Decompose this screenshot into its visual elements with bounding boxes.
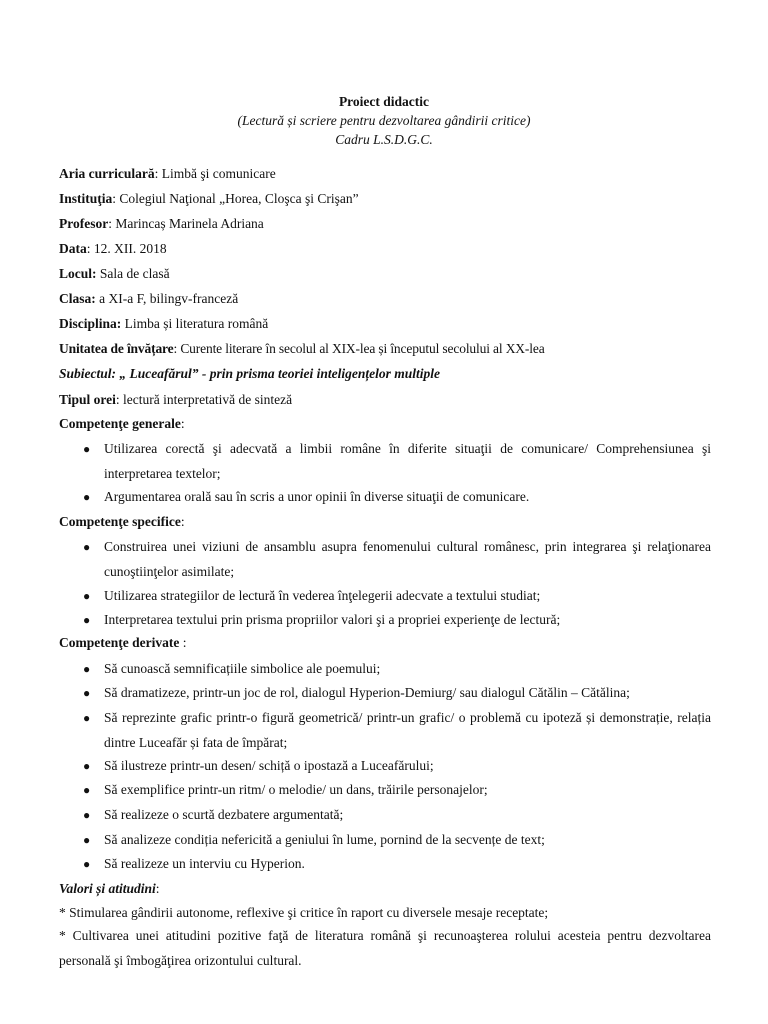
field-value: Sala de clasă [96, 266, 170, 281]
bullet-icon: ● [83, 613, 91, 627]
heading-suffix: : [180, 514, 185, 529]
values-item-text: * Cultivarea unei atitudini pozitive faţă de literatura română şi recunoaşterea rolului acesteia pentru dezvoltarea personală şi îmbogăţirea orizontului cultural. [59, 928, 711, 968]
list-item-text: Interpretarea textului prin prisma propriilor valori şi a propriei experienţe de lectură; [104, 612, 561, 627]
list-item [83, 828, 711, 853]
list-item-text: Utilizarea corectă şi adecvată a limbii române în diferite situaţii de comunicare/ Comprehensiunea şi interpretarea textelor; [104, 441, 711, 481]
list-item [83, 608, 711, 633]
values-item-text: * Stimularea gândirii autonome, reflexive şi critice în raport cu diversele mesaje receptate; [59, 905, 549, 920]
field-value: : lectură interpretativă de sinteză [115, 392, 293, 407]
bullet-icon: ● [83, 711, 91, 725]
document-header [0, 92, 768, 149]
list-item [83, 535, 711, 584]
field-value: : Limbă şi comunicare [154, 166, 276, 181]
field-locul [59, 265, 170, 283]
field-label: Tipul orei [59, 392, 116, 407]
field-disciplina [59, 315, 268, 333]
heading-suffix: : [180, 416, 185, 431]
document-title: Proiect didactic [338, 94, 430, 109]
subject-text: Subiectul: „ Luceafărul” - prin prisma teoriei inteligențelor multiple [59, 366, 441, 381]
field-clasa [59, 290, 238, 308]
specific-competences-heading [59, 513, 185, 531]
field-label: Locul: [59, 266, 97, 281]
list-item-text: Utilizarea strategiilor de lectură în vederea înţelegerii adecvate a textului studiat; [104, 588, 541, 603]
field-profesor [59, 215, 264, 233]
list-item [83, 681, 711, 706]
list-item [83, 657, 711, 682]
heading-suffix: : [155, 881, 160, 896]
bullet-icon: ● [83, 857, 91, 871]
field-label: Profesor [59, 216, 109, 231]
bullet-icon: ● [83, 808, 91, 822]
list-item [83, 803, 711, 828]
section-heading: Competenţe derivate [59, 635, 180, 650]
list-item-text: Să realizeze un interviu cu Hyperion. [104, 856, 305, 871]
bullet-icon: ● [83, 783, 91, 797]
list-item-text: Să realizeze o scurtă dezbatere argumentată; [104, 807, 344, 822]
field-label: Aria curriculară [59, 166, 155, 181]
field-label: Data [59, 241, 87, 256]
list-item [83, 778, 711, 803]
general-competences-heading [59, 415, 185, 433]
field-institutia [59, 190, 359, 208]
list-item-text: Să dramatizeze, printr-un joc de rol, dialogul Hyperion-Demiurg/ sau dialogul Cătălin – Cătălina; [104, 685, 630, 700]
values-heading [59, 880, 160, 898]
field-value: : Marincaș Marinela Adriana [108, 216, 264, 231]
field-value: : 12. XII. 2018 [86, 241, 167, 256]
list-item-text: Să analizeze condiția nefericită a geniului în lume, pornind de la secvențe de text; [104, 832, 545, 847]
list-item-text: Să exemplifice printr-un ritm/ o melodie/ un dans, trăirile personajelor; [104, 782, 488, 797]
field-value: a XI-a F, bilingv-franceză [95, 291, 239, 306]
lesson-type [59, 391, 292, 409]
bullet-icon: ● [83, 442, 91, 456]
bullet-icon: ● [83, 540, 91, 554]
derived-competences-heading [59, 634, 186, 652]
section-heading: Competenţe specifice [59, 514, 181, 529]
list-item-text: Construirea unei viziuni de ansamblu asupra fenomenului cultural românesc, prin integrarea şi relaţionarea cunoştiinţelor asimilate; [104, 539, 711, 579]
field-data [59, 240, 167, 258]
bullet-icon: ● [83, 833, 91, 847]
list-item [83, 706, 711, 755]
lesson-subject [59, 365, 440, 383]
list-item-text: Să cunoască semnificațiile simbolice ale poemului; [104, 661, 381, 676]
field-aria-curriculara [59, 165, 276, 183]
list-item-text: Argumentarea orală sau în scris a unor opinii în diverse situaţii de comunicare. [104, 489, 530, 504]
heading-suffix: : [179, 635, 187, 650]
field-value: Limba și literatura română [121, 316, 269, 331]
bullet-icon: ● [83, 662, 91, 676]
bullet-icon: ● [83, 686, 91, 700]
list-item-text: Să reprezinte grafic printr-o figură geometrică/ printr-un grafic/ o problemă cu ipoteză și demonstrație, relația dintre Luceafăr și fata de împărat; [104, 710, 711, 750]
field-value: : Curente literare în secolul al XIX-lea și începutul secolului al XX-lea [173, 341, 545, 356]
values-item [59, 901, 711, 926]
field-label: Instituţia [59, 191, 113, 206]
field-label: Clasa: [59, 291, 96, 306]
bullet-icon: ● [83, 490, 91, 504]
field-unitatea-de-invatare [59, 340, 545, 358]
document-frame: Cadru L.S.D.G.C. [335, 132, 433, 147]
bullet-icon: ● [83, 589, 91, 603]
values-item [59, 924, 711, 973]
field-label: Unitatea de învățare [59, 341, 174, 356]
list-item [83, 485, 711, 510]
field-value: : Colegiul Naţional „Horea, Cloşca şi Crişan” [112, 191, 359, 206]
section-heading: Competenţe generale [59, 416, 181, 431]
section-heading: Valori și atitudini [59, 881, 156, 896]
list-item [83, 437, 711, 486]
document-subtitle: (Lectură și scriere pentru dezvoltarea gândirii critice) [237, 113, 531, 128]
list-item [83, 852, 711, 877]
list-item-text: Să ilustreze printr-un desen/ schiță o ipostază a Luceafărului; [104, 758, 434, 773]
bullet-icon: ● [83, 759, 91, 773]
list-item [83, 754, 711, 779]
field-label: Disciplina: [59, 316, 122, 331]
list-item [83, 584, 711, 609]
